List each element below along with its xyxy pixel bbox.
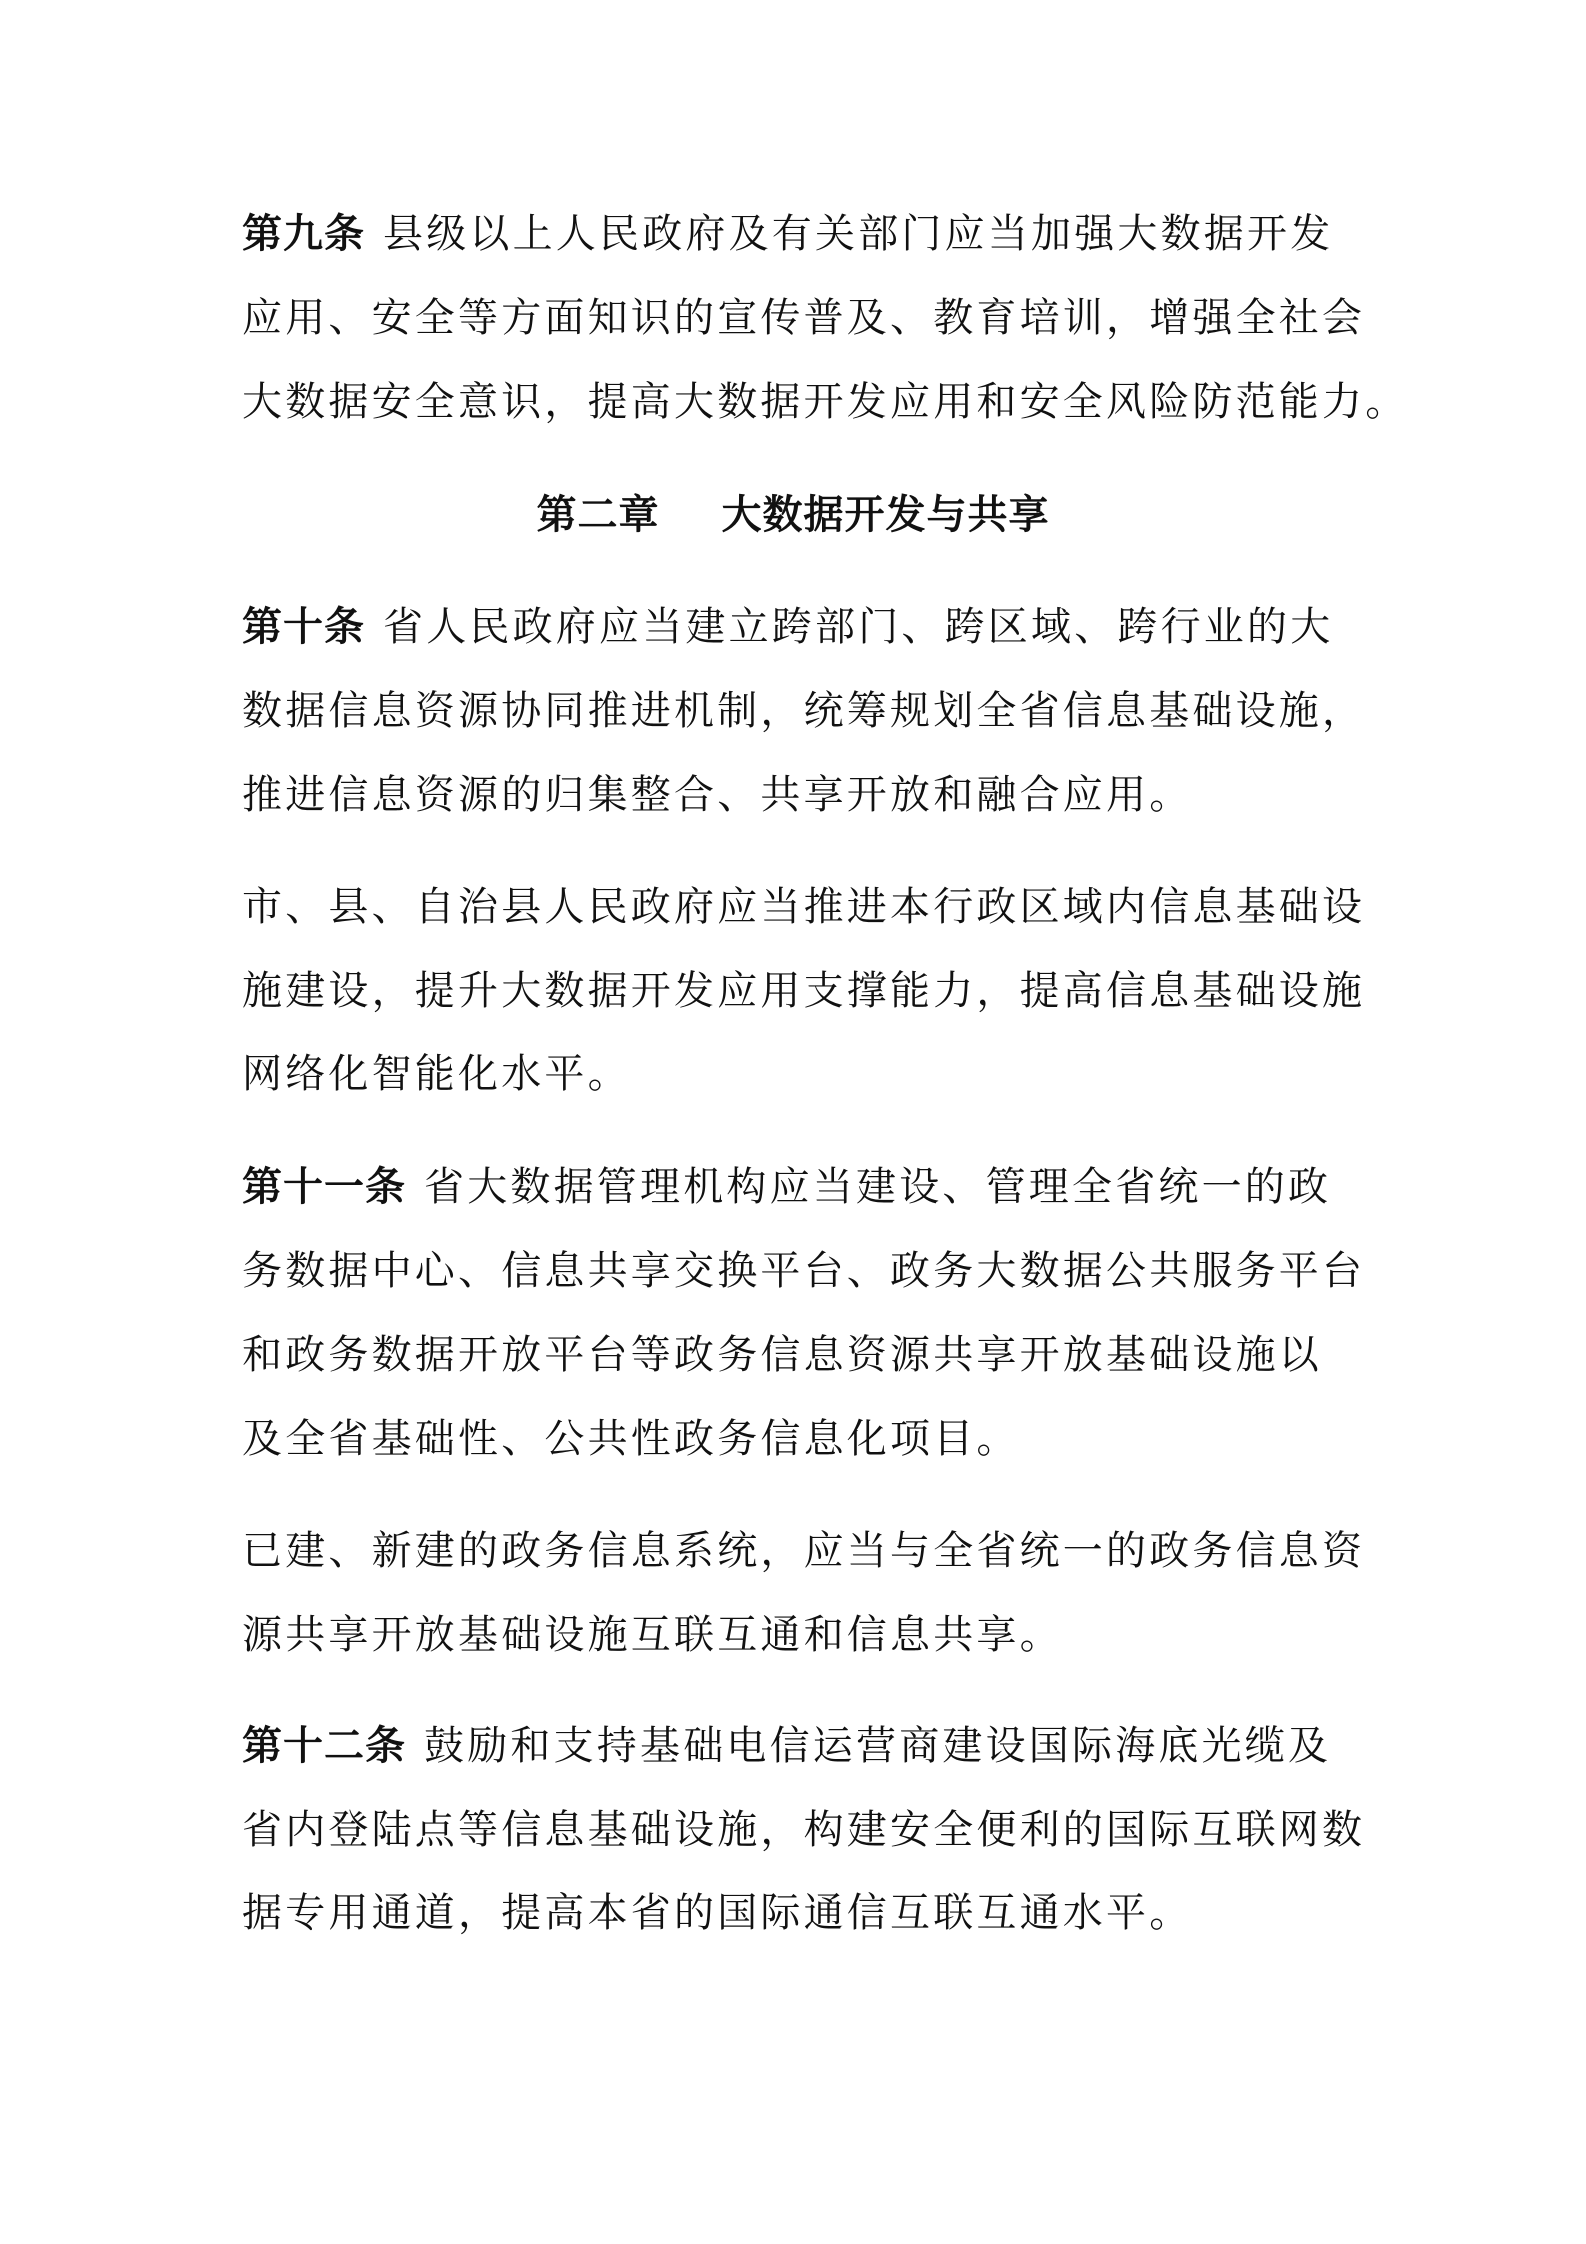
article-label: 第十一条: [242, 1164, 406, 1210]
article-9-line-1: [242, 204, 1333, 264]
article-11-line-3: 和政务数据开放平台等政务信息资源共享开放基础设施以: [242, 1332, 1322, 1378]
chapter-number: 第二章: [536, 492, 660, 538]
article-12-line-1: [242, 1716, 1331, 1776]
article-label: 第九条: [242, 211, 365, 257]
article-12-line-2: 省内登陆点等信息基础设施，构建安全便利的国际互联网数: [242, 1807, 1366, 1853]
article-11-para2-line-2: 源共享开放基础设施互联互通和信息共享。: [242, 1612, 1063, 1658]
article-10-line-3: 推进信息资源的归集整合、共享开放和融合应用。: [242, 772, 1193, 818]
text: 省人民政府应当建立跨部门、跨区域、跨行业的大: [383, 604, 1334, 650]
article-11-line-4: 及全省基础性、公共性政务信息化项目。: [242, 1416, 1020, 1462]
article-label: 第十二条: [242, 1723, 406, 1769]
article-10-para2-line-1: 市、县、自治县人民政府应当推进本行政区域内信息基础设: [242, 884, 1366, 930]
text: 省大数据管理机构应当建设、管理全省统一的政: [424, 1164, 1332, 1210]
article-11-line-1: [242, 1157, 1331, 1217]
text: 县级以上人民政府及有关部门应当加强大数据开发: [383, 211, 1334, 257]
article-10-line-1: [242, 597, 1333, 657]
article-10-line-2: 数据信息资源协同推进机制，统筹规划全省信息基础设施，: [242, 688, 1366, 734]
article-10-para2-line-3: 网络化智能化水平。: [242, 1051, 631, 1097]
article-12-line-3: 据专用通道，提高本省的国际通信互联互通水平。: [242, 1890, 1193, 1936]
chapter-title: 大数据开发与共享: [721, 492, 1050, 538]
article-11-para2-line-1: 已建、新建的政务信息系统，应当与全省统一的政务信息资: [242, 1528, 1366, 1574]
article-11-line-2: 务数据中心、信息共享交换平台、政务大数据公共服务平台: [242, 1248, 1366, 1294]
article-10-para2-line-2: 施建设，提升大数据开发应用支撑能力，提高信息基础设施: [242, 968, 1366, 1014]
chapter-heading: [0, 485, 1586, 545]
article-9-line-3: 大数据安全意识，提高大数据开发应用和安全风险防范能力。: [242, 379, 1409, 425]
article-9-line-2: 应用、安全等方面知识的宣传普及、教育培训，增强全社会: [242, 295, 1366, 341]
article-label: 第十条: [242, 604, 365, 650]
text: 鼓励和支持基础电信运营商建设国际海底光缆及: [424, 1723, 1332, 1769]
